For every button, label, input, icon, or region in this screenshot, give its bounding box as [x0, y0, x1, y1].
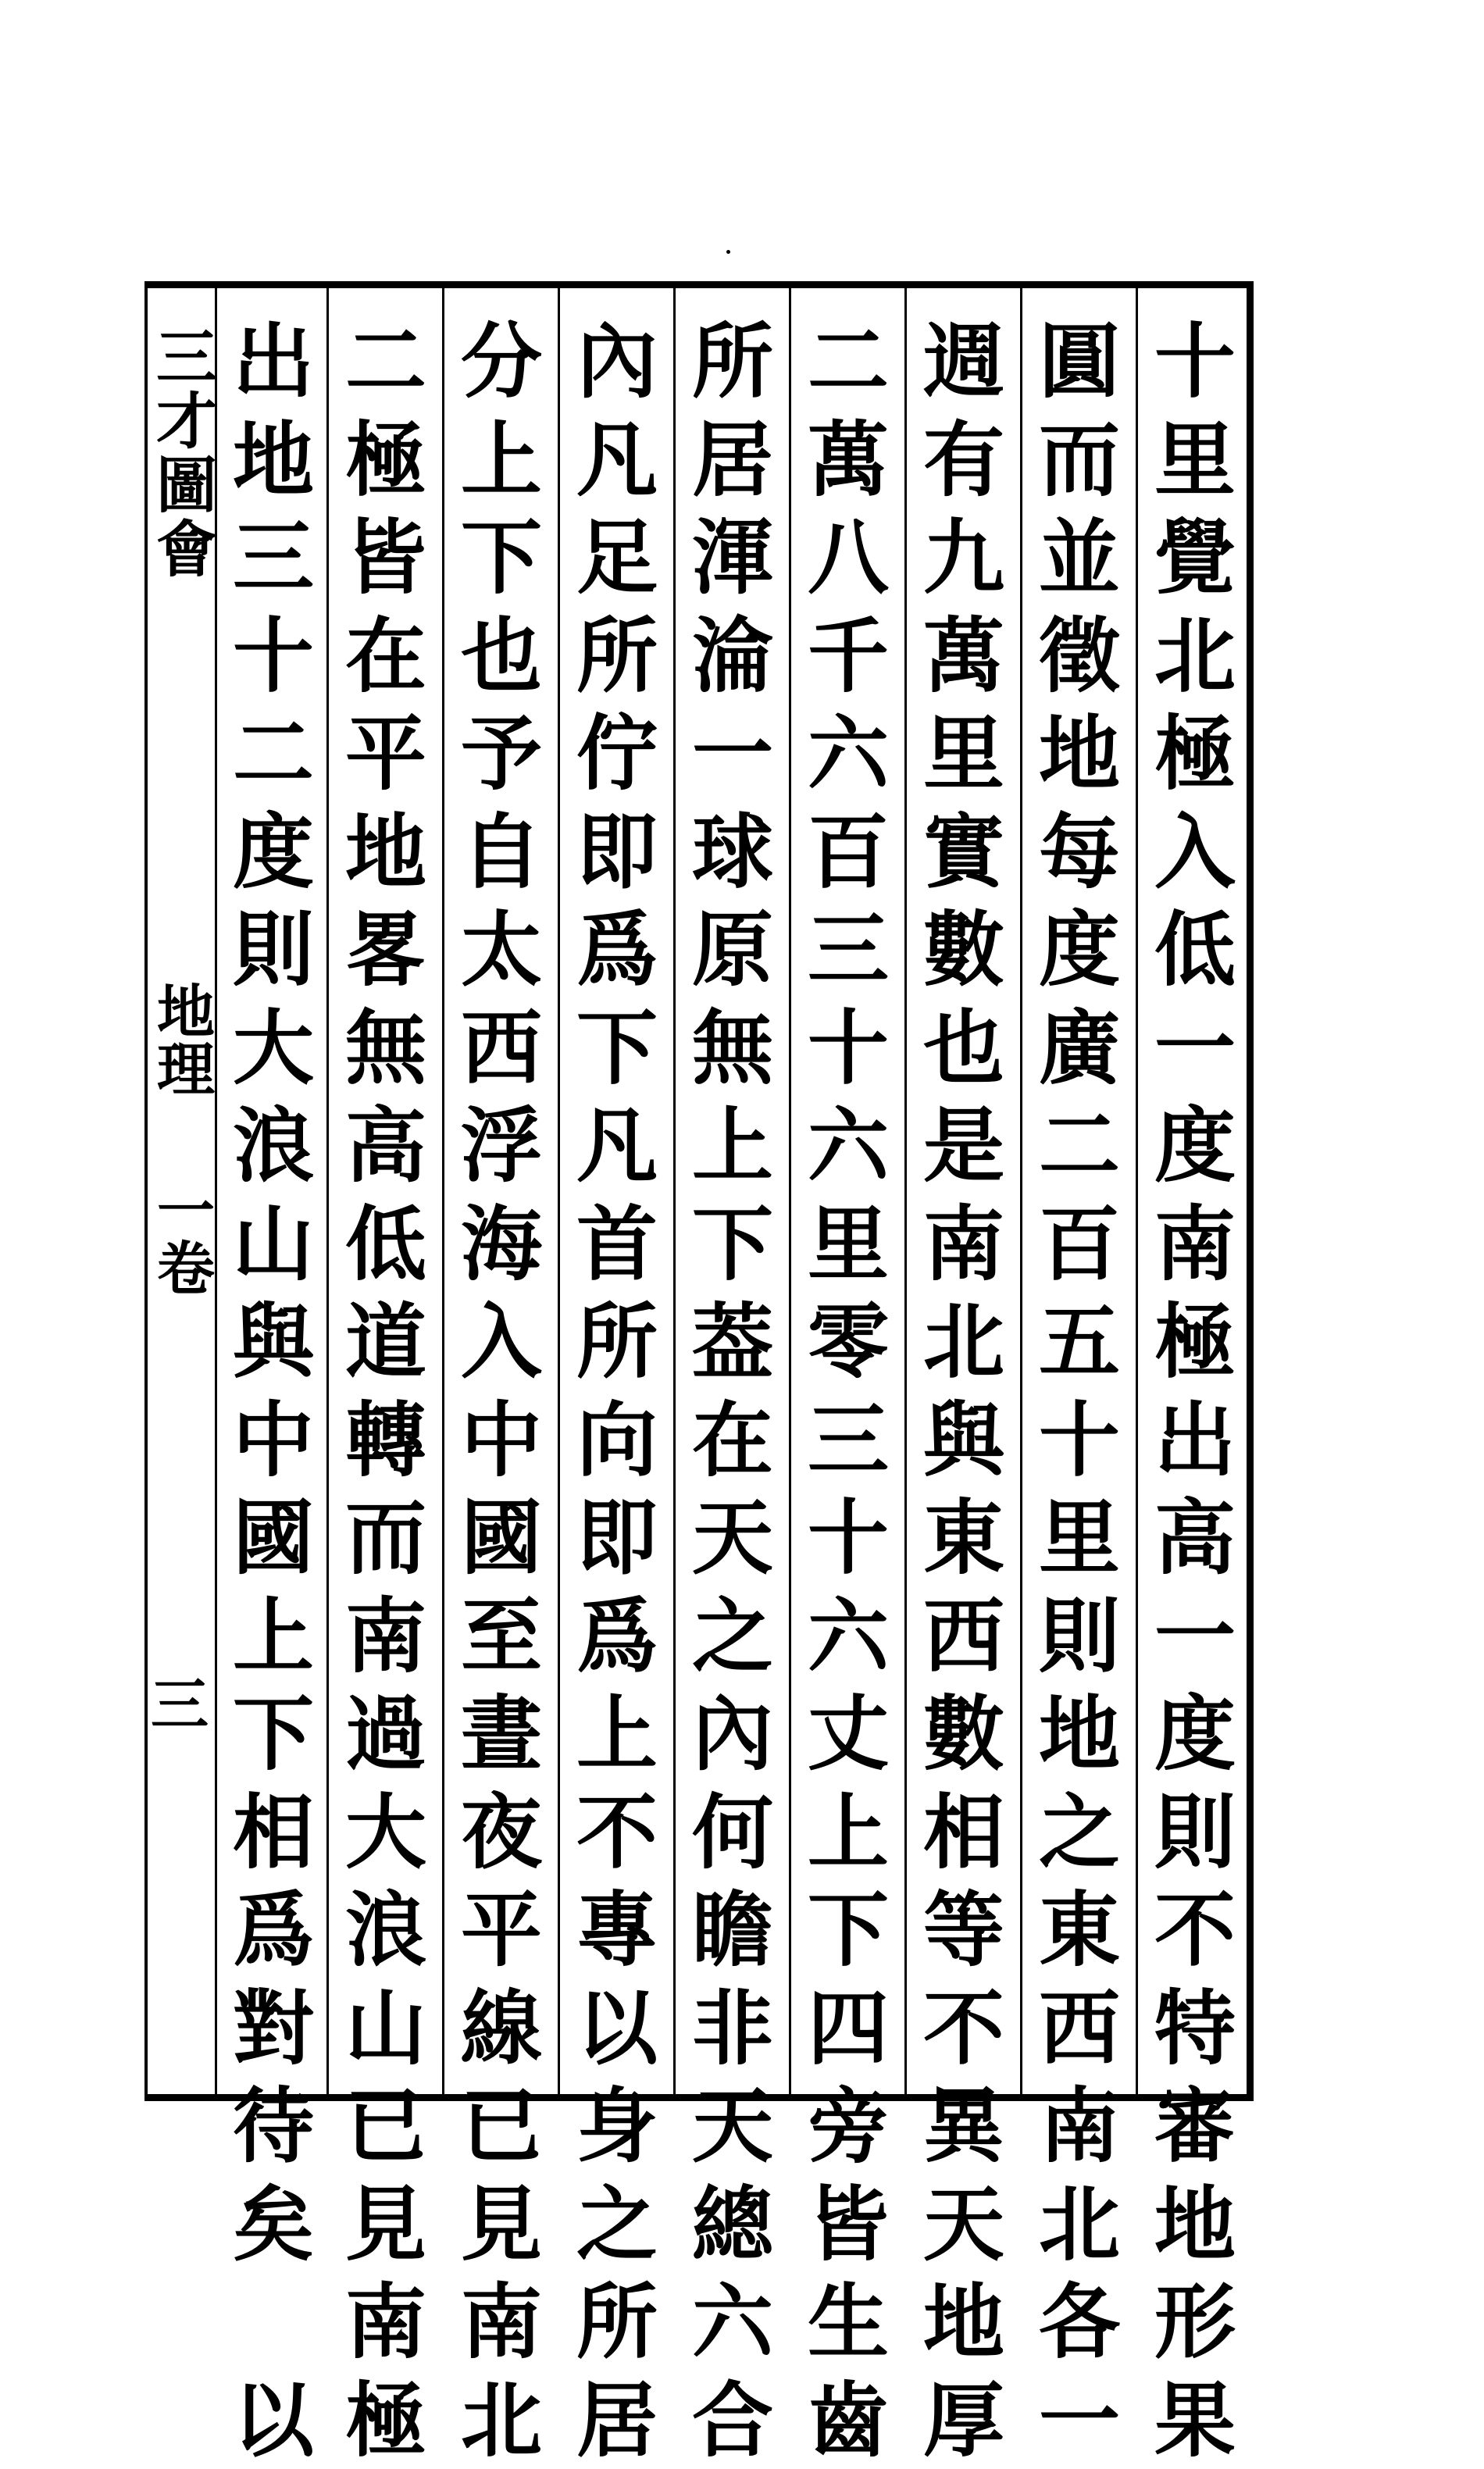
character: 等	[909, 1881, 1018, 1979]
character: 旁	[794, 2077, 903, 2175]
character	[219, 2273, 328, 2371]
column-rule	[904, 281, 907, 2101]
character: 出	[1140, 1391, 1250, 1490]
character: 分	[447, 312, 556, 411]
character: 皆	[794, 2175, 903, 2274]
character: 十	[219, 607, 328, 705]
character: 里	[1140, 411, 1250, 509]
character: 果	[1140, 2371, 1250, 2469]
text-column	[794, 312, 903, 2078]
character: 道	[331, 1293, 441, 1391]
character: 高	[1140, 1489, 1250, 1587]
character: 內	[678, 1685, 787, 1783]
character: 入	[1140, 803, 1250, 901]
character: 極	[331, 2371, 441, 2469]
character: 北	[1140, 607, 1250, 705]
character: 合	[678, 2371, 787, 2469]
character: 浮	[447, 1097, 556, 1195]
character: 審	[1140, 2077, 1250, 2175]
character: 度	[1140, 1685, 1250, 1783]
character: 瞻	[678, 1881, 787, 1979]
column-rule	[1020, 281, 1022, 2101]
character: 圓	[1025, 312, 1134, 411]
character: 山	[219, 1195, 328, 1293]
character: 極	[1140, 1293, 1250, 1391]
character: 以	[219, 2371, 328, 2469]
character: 南	[1025, 2077, 1134, 2175]
character: 形	[1140, 2273, 1250, 2371]
character: 佇	[562, 705, 672, 803]
character: 北	[909, 1293, 1018, 1391]
character: 見	[447, 2175, 556, 2274]
text-column	[447, 312, 556, 2078]
character: 凡	[562, 1097, 672, 1195]
character: 國	[219, 1489, 328, 1587]
character: 六	[794, 1097, 903, 1195]
character: 球	[678, 803, 787, 901]
character: 天	[909, 2175, 1018, 2274]
character: 四	[794, 1979, 903, 2078]
character: 異	[909, 2077, 1018, 2175]
character: 見	[331, 2175, 441, 2274]
character: 地	[1025, 705, 1134, 803]
character: 無	[678, 999, 787, 1097]
text-column	[562, 312, 672, 2078]
character: 所	[562, 2273, 672, 2371]
character: 晝	[447, 1685, 556, 1783]
character: 九	[909, 508, 1018, 607]
character: 海	[447, 1195, 556, 1293]
character: 百	[1025, 1195, 1134, 1293]
character: 二	[1025, 1097, 1134, 1195]
character: 下	[219, 1685, 328, 1783]
column-rule	[442, 281, 444, 2101]
character: 上	[562, 1685, 672, 1783]
character: 北	[1025, 2175, 1134, 2274]
character: 十	[1025, 1391, 1134, 1490]
character: 千	[794, 607, 903, 705]
column-rule	[673, 281, 676, 2101]
character: 里	[1025, 1489, 1134, 1587]
character: 各	[1025, 2273, 1134, 2371]
character: 所	[562, 607, 672, 705]
character: 零	[794, 1293, 903, 1391]
character: 下	[678, 1195, 787, 1293]
character: 一	[1140, 1587, 1250, 1686]
character: 十	[794, 999, 903, 1097]
text-column	[909, 312, 1018, 2078]
character: 上	[447, 411, 556, 509]
page-number: 三	[144, 1672, 215, 1739]
page-margin-column	[144, 312, 215, 2078]
character: 數	[909, 1685, 1018, 1783]
volume-label: 一卷	[144, 1156, 215, 1320]
character: 則	[1140, 1783, 1250, 1882]
character: 徵	[1025, 607, 1134, 705]
character: 南	[1140, 1195, 1250, 1293]
character: 齒	[794, 2371, 903, 2469]
character: 爲	[562, 901, 672, 999]
character: 厚	[909, 2371, 1018, 2469]
character: 生	[794, 2273, 903, 2371]
section-label: 地理	[144, 961, 215, 1117]
character: 即	[562, 1489, 672, 1587]
character: 六	[794, 705, 903, 803]
character: 度	[1140, 1097, 1250, 1195]
character: 高	[331, 1097, 441, 1195]
character: 里	[909, 705, 1018, 803]
character: 丈	[794, 1685, 903, 1783]
character: 低	[1140, 901, 1250, 999]
character: 三	[794, 1391, 903, 1490]
book-title: 三才圖會	[144, 312, 215, 594]
character: 所	[562, 1293, 672, 1391]
character: 下	[562, 999, 672, 1097]
character: 原	[678, 901, 787, 999]
character: 已	[331, 2077, 441, 2175]
character: 大	[331, 1783, 441, 1882]
character: 居	[562, 2371, 672, 2469]
character: 而	[331, 1489, 441, 1587]
character: 何	[678, 1783, 787, 1882]
character: 地	[1025, 1685, 1134, 1783]
character: 萬	[794, 411, 903, 509]
character: 十	[1140, 312, 1250, 411]
character: 內	[562, 312, 672, 411]
character: 有	[909, 411, 1018, 509]
character: 度	[219, 803, 328, 901]
character: 浪	[331, 1881, 441, 1979]
character: 專	[562, 1881, 672, 1979]
character: 無	[331, 999, 441, 1097]
character: 畧	[331, 901, 441, 999]
character: 入	[447, 1293, 556, 1391]
character: 矣	[219, 2175, 328, 2274]
character: 地	[1140, 2175, 1250, 2274]
character: 平	[447, 1881, 556, 1979]
character: 轉	[331, 1391, 441, 1490]
character: 渾	[678, 508, 787, 607]
character: 皆	[331, 508, 441, 607]
text-column	[1025, 312, 1134, 2078]
character: 平	[331, 705, 441, 803]
character: 天	[678, 2077, 787, 2175]
text-column	[219, 312, 328, 2078]
character: 相	[219, 1783, 328, 1882]
character: 南	[331, 1587, 441, 1686]
character: 北	[447, 2371, 556, 2469]
character: 西	[909, 1587, 1018, 1686]
character: 也	[909, 999, 1018, 1097]
character: 而	[1025, 411, 1134, 509]
character: 至	[447, 1587, 556, 1686]
character: 足	[562, 508, 672, 607]
character: 對	[219, 1979, 328, 2078]
character: 里	[794, 1195, 903, 1293]
character: 予	[447, 705, 556, 803]
character: 不	[1140, 1881, 1250, 1979]
character: 也	[447, 607, 556, 705]
character: 葢	[678, 1293, 787, 1391]
character: 待	[219, 2077, 328, 2175]
character: 極	[331, 411, 441, 509]
character: 過	[331, 1685, 441, 1783]
character: 爲	[219, 1881, 328, 1979]
character: 則	[1025, 1587, 1134, 1686]
character: 特	[1140, 1979, 1250, 2078]
character: 爲	[562, 1587, 672, 1686]
character: 中	[219, 1391, 328, 1490]
character: 在	[331, 607, 441, 705]
character: 極	[1140, 705, 1250, 803]
character: 浪	[219, 1097, 328, 1195]
character: 出	[219, 312, 328, 411]
character: 每	[1025, 803, 1134, 901]
character: 之	[678, 1587, 787, 1686]
character: 南	[331, 2273, 441, 2371]
character: 淪	[678, 607, 787, 705]
character: 中	[447, 1391, 556, 1490]
character: 之	[1025, 1783, 1134, 1882]
character: 廣	[1025, 999, 1134, 1097]
character: 度	[1025, 901, 1134, 999]
character: 夜	[447, 1783, 556, 1882]
character: 之	[562, 2175, 672, 2274]
character: 覺	[1140, 508, 1250, 607]
character: 低	[331, 1195, 441, 1293]
character: 大	[219, 999, 328, 1097]
character: 地	[331, 803, 441, 901]
column-rule	[789, 281, 791, 2101]
character: 下	[447, 508, 556, 607]
ink-speck	[726, 250, 730, 254]
character: 萬	[909, 607, 1018, 705]
character: 相	[909, 1783, 1018, 1882]
character: 五	[1025, 1293, 1134, 1391]
character: 上	[219, 1587, 328, 1686]
character: 十	[794, 1489, 903, 1587]
column-rule	[1136, 281, 1138, 2101]
character: 並	[1025, 508, 1134, 607]
character: 即	[562, 803, 672, 901]
character: 三	[219, 508, 328, 607]
character: 線	[447, 1979, 556, 2078]
column-rule	[558, 281, 560, 2101]
character: 山	[331, 1979, 441, 2078]
character: 總	[678, 2175, 787, 2274]
character: 以	[562, 1979, 672, 2078]
character: 下	[794, 1881, 903, 1979]
character: 則	[219, 901, 328, 999]
character: 上	[678, 1097, 787, 1195]
text-column	[678, 312, 787, 2078]
character: 二	[331, 312, 441, 411]
character: 六	[794, 1587, 903, 1686]
character: 身	[562, 2077, 672, 2175]
character: 已	[447, 2077, 556, 2175]
character: 實	[909, 803, 1018, 901]
character: 不	[909, 1979, 1018, 2078]
character: 一	[1025, 2371, 1134, 2469]
character: 二	[219, 705, 328, 803]
character: 不	[562, 1783, 672, 1882]
character: 六	[678, 2273, 787, 2371]
character: 週	[909, 312, 1018, 411]
text-column	[331, 312, 441, 2078]
character: 地	[219, 411, 328, 509]
character: 南	[447, 2273, 556, 2371]
character: 地	[909, 2273, 1018, 2371]
character: 向	[562, 1391, 672, 1490]
character: 西	[447, 999, 556, 1097]
character: 自	[447, 803, 556, 901]
character: 一	[1140, 999, 1250, 1097]
character: 與	[219, 1293, 328, 1391]
text-column	[1140, 312, 1250, 2078]
character: 八	[794, 508, 903, 607]
character: 首	[562, 1195, 672, 1293]
character: 東	[909, 1489, 1018, 1587]
character: 三	[794, 901, 903, 999]
character: 上	[794, 1783, 903, 1882]
character: 居	[678, 411, 787, 509]
character: 南	[909, 1195, 1018, 1293]
character: 太	[447, 901, 556, 999]
character: 二	[794, 312, 903, 411]
character: 所	[678, 312, 787, 411]
character: 國	[447, 1489, 556, 1587]
character: 是	[909, 1097, 1018, 1195]
character: 東	[1025, 1881, 1134, 1979]
character: 在	[678, 1391, 787, 1490]
character: 與	[909, 1391, 1018, 1490]
character: 凡	[562, 411, 672, 509]
character: 一	[678, 705, 787, 803]
character: 西	[1025, 1979, 1134, 2078]
character: 天	[678, 1489, 787, 1587]
character: 百	[794, 803, 903, 901]
character: 數	[909, 901, 1018, 999]
character: 非	[678, 1979, 787, 2078]
